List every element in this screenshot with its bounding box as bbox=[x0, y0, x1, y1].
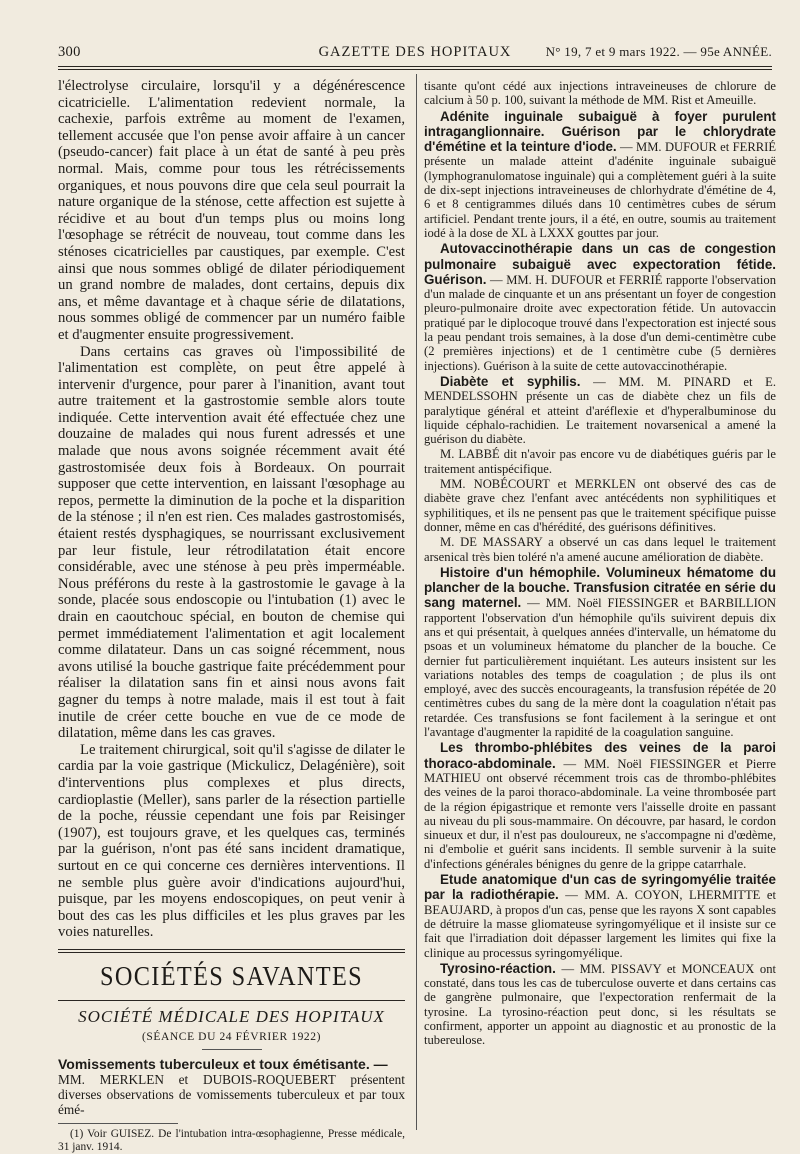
right-item-2-head: Autovaccinothérapie dans un cas de congestion pulmonaire subaiguë avec expectoration fétide. Guérison. bbox=[424, 241, 776, 287]
right-item-6 bbox=[424, 535, 776, 564]
session-date: (SÉANCE DU 24 FÉVRIER 1922) bbox=[141, 1030, 322, 1043]
right-item-1-text: — MM. DUFOUR et FERRIÉ présente un malade atteint d'adénite inguinale subaiguë (lymphogranulomatose inguinale) qui a complètement guéri à la suite de dix-sept injections intraveineuses de chlorhydrate d'émétine de 4, 6 et 8 centigrammes dilués dans 10 centimètres cubes de sérum artificiel. Pendant trente jours, il a été, en outre, soumis au traitement iodé à la dose de XL à LXXX gouttes par jour. bbox=[424, 140, 777, 240]
header-rule-thin bbox=[58, 69, 772, 70]
section-rule-bottom bbox=[58, 1000, 405, 1001]
page-number: 300 bbox=[58, 44, 81, 60]
right-item-2 bbox=[424, 241, 776, 373]
right-item-10-head: Tyrosino-réaction. bbox=[440, 960, 556, 976]
page-header bbox=[58, 44, 772, 64]
right-column bbox=[424, 78, 776, 1138]
right-item-10 bbox=[424, 961, 776, 1048]
right-item-5-text: MM. NOBÉCOURT et MERKLEN ont observé des cas de diabète grave chez l'enfant avec antécédents non syphilitiques et syphilitiques, et ils ne pensent pas que le traitement spécifique puisse donner, même en cas d'hérédité, des guérisons définitives. bbox=[424, 477, 776, 534]
section-title: SOCIÉTÉS SAVANTES bbox=[99, 960, 364, 991]
article-text: MM. MERKLEN et DUBOIS-ROQUEBERT présentent diverses observations de vomissements tuberculeux et par toux émé- bbox=[58, 1071, 405, 1118]
left-paragraph-3: Le traitement chirurgical, soit qu'il s'agisse de dilater le cardia par la voie gastrique (Mickulicz, Delagénière), soit d'interventions plus complexes et plus directs, cardioplastie (Meller), sans parler de la résection partielle de la poche, réussie cependant une fois par Reisinger (1907), est toujours grave, et les quelques cas, terminés par la guérison, n'ont pas été sans incident dramatique, surtout en ce qui concerne ces dernières interventions. Il ne semble plus guère avoir d'indications aujourd'hui, puisque, par les moyens endoscopiques, on peut venir à bout des cas les plus difficiles et les plus graves par les voies naturelles. bbox=[58, 741, 405, 941]
right-item-9-head: Etude anatomique d'un cas de syringomyélie traitée par la radiothérapie. bbox=[424, 872, 776, 903]
right-item-3-text: — MM. M. PINARD et E. MENDELSSOHN présente un cas de diabète chez un fils de paralytique général et atteint d'aréflexie et d'hyperalbuminose du liquide céphalo-rachidien. Le traitement novarsenical a amené la guérison du diabète. bbox=[424, 374, 776, 447]
section-rule-thin bbox=[58, 952, 405, 953]
right-item-7 bbox=[424, 565, 776, 740]
right-item-8 bbox=[424, 740, 776, 871]
right-item-3-head: Diabète et syphilis. bbox=[440, 373, 581, 389]
right-item-4-text: M. LABBÉ dit n'avoir pas encore vu de diabétiques guéris par le traitement antispécifique. bbox=[424, 447, 776, 476]
column-divider bbox=[416, 74, 417, 1130]
header-rule bbox=[58, 66, 772, 67]
issue-info: N° 19, 7 et 9 mars 1922. — 95e ANNÉE. bbox=[545, 44, 772, 59]
section-rule bbox=[58, 949, 405, 950]
footnote: (1) Voir GUISEZ. De l'intubation intra-œsophagienne, Presse médicale, 31 janv. 1914. bbox=[58, 1128, 405, 1154]
society-title: SOCIÉTÉ MÉDICALE DES HOPITAUX bbox=[78, 1006, 385, 1026]
left-paragraph-2: Dans certains cas graves où l'impossibilité de l'alimentation est complète, on peut être appelé à intervenir d'urgence, pour parer à l'inanition, avant tout autre traitement et la gastrostomie semble alors toute indiquée. Cette intervention avait été effectuée chez une douzaine de malades qui nous furent adressés et une malade que nous avons soignée récemment avait été gastrostomisée deux fois à Bordeaux. On pourrait supposer que cette intervention, en laissant l'œsophage au repos, permette la diminution de la poche et la disparition de la sténose ; il n'en est rien. Ces malades gastrostomisés, étaient restés dysphagiques, se nourrissant exclusivement par leur fistule, leur rétrodilatation était encore considérable, avec une sténose à peu près imperméable. Nous préférons du reste à la gastrostomie le gavage à la sonde, placée sous endoscopie ou l'intubation (1) avec le drain en caoutchouc spécial, en bouton de chemise qui permet immédiatement l'alimentation et agit localement comme dilatateur. Dans un cas soigné récemment, nous avons utilisé la bouche gastrique faite précédemment pour réaliser la dilatation sans fin et ainsi nous avons fait gagner du temps à notre malade, mais il est tout à fait inutile de créer cette bouche en vue de ce mode de dilatation, même dans les cas graves. bbox=[58, 343, 405, 742]
right-item-2-text: — MM. H. DUFOUR et FERRIÉ rapporte l'observation d'un malade de cinquante et un ans présentant un foyer de congestion pleuro-pulmonaire droite avec expectoration fétide. Un autovaccin pratiqué par le diplocoque trouvé dans l'expectoration est injecté sous la peau pendant trois semaines, à la dose d'un demi-centimètre cube (2 premières injections) et de 1 centimètre cube (5 dernières injections). Guérison à la suite de cette autovaccinothérapie. bbox=[424, 272, 776, 373]
short-rule bbox=[202, 1049, 262, 1050]
right-item-3 bbox=[424, 374, 776, 446]
left-paragraph-1: l'électrolyse circulaire, lorsqu'il y a dégénérescence cicatricielle. L'alimentation redevient normale, la cachexie, parfois extrême au moment de l'examen, tellement accusée que l'on pense avoir affaire à un cancer (pseudo-cancer) fait place à un état de santé à peu près normal. Mais, comme pour tous les rétrécissements organiques, et nous pouvons dire que cela seul pourrait la nature organique de la sténose, cette affection est sujette à récidive et au bout d'un temps plus ou moins long l'œsophage se rétrécit de nouveau, tout comme dans les sténoses cicatricielles par caustiques, par exemple. C'est ainsi que nous sommes obligé de dilater périodiquement un grand nombre de malades, dont certains, depuis dix ans, et même davantage et à chaque série de dilatations, nous sommes obligé de commencer par un numéro faible et d'augmenter ensuite progressivement. bbox=[58, 78, 405, 343]
right-item-1 bbox=[424, 109, 776, 241]
right-item-5 bbox=[424, 477, 776, 534]
right-item-8-text: — MM. Noël FIESSINGER et Pierre MATHIEU ont observé récemment trois cas de thrombo-phlébites des veines de la paroi thoraco-abdominale. La veine thrombosée part de la région épigastrique et remonte vers l'aisselle droite en passant au niveau du pli sous-mammaire. On découvre, par hasard, le cordon sinueux et dur, il n'est pas douloureux, ne s'accompagne ni d'œdème, ni d'embolie et guérit sans incidents. Il semble survenir à la suite d'infections générales bénignes du genre de la grippe catarrhale. bbox=[424, 756, 776, 871]
right-item-6-text: M. DE MASSARY a observé un cas dans lequel le traitement arsenical très bien toléré n'a amené aucune amélioration de diabète. bbox=[424, 535, 776, 564]
right-item-7-text: — MM. Noël FIESSINGER et BARBILLION rapportent l'observation d'un hémophile qu'ils suivirent depuis dix ans et qui présentait, à quelques années d'intervalle, un hématome du psoas et un volumineux hématome du plancher de la bouche. Ce dernier fut particulièrement inquiétant. Les auteurs insistent sur les variations notables des temps de coagulation ; de plus ils ont employé, avec des succès encourageants, la transfusion répétée de 20 centimètres cubes du sang de la mère dont la coagulation n'était pas retardée. Ces transfusions se font facilement à la seringue et ont l'avantage d'augmenter la rapidité de la coagulation sanguine. bbox=[424, 596, 776, 740]
right-item-4 bbox=[424, 447, 776, 476]
footnote-rule bbox=[58, 1123, 178, 1124]
right-item-1-head: Adénite inguinale subaiguë à foyer purulent intraganglionnaire. Guérison par le chlorydrate d'émétine et la teinture d'iode. bbox=[424, 108, 776, 155]
right-item-10-text: — MM. PISSAVY et MONCEAUX ont constaté, dans tous les cas de tuberculose ouverte et dans certains cas de gangrène pulmonaire, que l'expectoration renfermait de la tyrosine. La tyrosino-réaction peut donc, si les résultats se confirment, apporter un appoint au diagnostic et au pronostic de la tubereulose. bbox=[424, 961, 776, 1048]
journal-title: GAZETTE DES HOPITAUX bbox=[318, 44, 512, 60]
article-heading: Vomissements tuberculeux et toux émétisante. — bbox=[58, 1055, 388, 1072]
left-column bbox=[58, 78, 405, 1154]
right-item-9-text: — MM. A. COYON, LHERMITTE et BEAUJARD, à propos d'un cas, pense que les rayons X sont capables de détruire la masse gliomateuse syringomyélique et il insiste sur ce fait que l'irradiation doit dépasser largement les limites qui fixe la clinique au processus syringomyélique. bbox=[424, 888, 776, 960]
right-item-0 bbox=[424, 79, 776, 108]
right-item-9 bbox=[424, 872, 776, 960]
right-item-8-head: Les thrombo-phlébites des veines de la paroi thoraco-abdominale. bbox=[424, 740, 776, 771]
right-item-7-head: Histoire d'un hémophile. Volumineux hématome du plancher de la bouche. Transfusion citratée en série du sang maternel. bbox=[424, 564, 776, 611]
right-item-0-text: tisante qu'ont cédé aux injections intraveineuses de chlorure de calcium à 50 p. 100, suivant la méthode de MM. Rist et Ameuille. bbox=[424, 79, 776, 108]
